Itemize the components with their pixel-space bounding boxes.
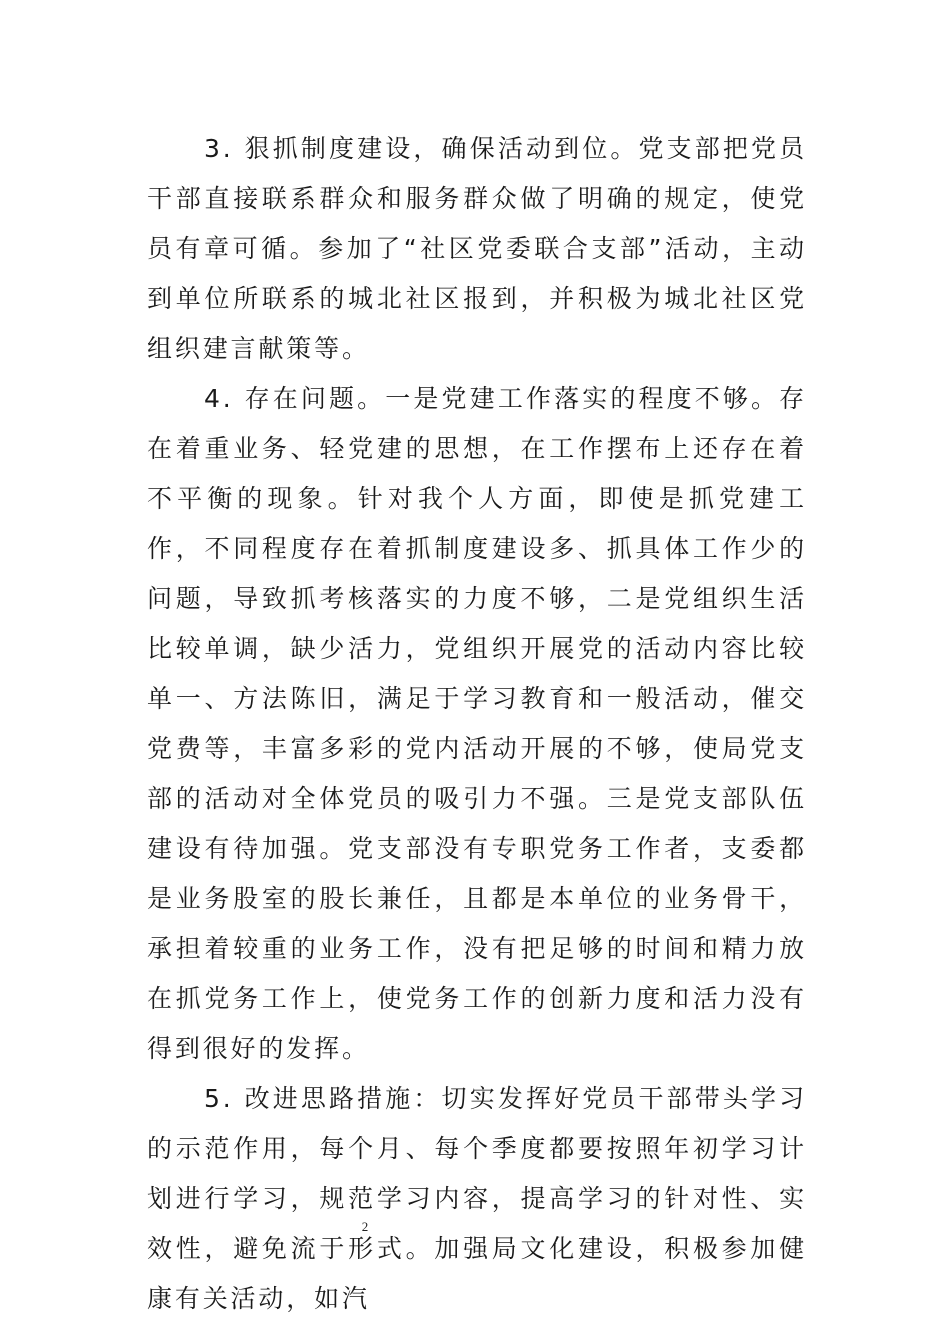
body-text	[147, 124, 807, 1324]
paragraph-5-improvement-measures: 5. 改进思路措施：切实发挥好党员干部带头学习的示范作用，每个月、每个季度都要按照年初学习计划进行学习，规范学习内容，提高学习的针对性、实效性，避免流于形式。加强局文化建设，积极参加健康有关活动，如汽	[147, 1084, 807, 1313]
paragraph-3-system-building: 3. 狠抓制度建设，确保活动到位。党支部把党员干部直接联系群众和服务群众做了明确的规定，使党员有章可循。参加了“社区党委联合支部”活动，主动到单位所联系的城北社区报到，并积极为城北社区党组织建言献策等。	[147, 134, 807, 363]
page-number: 2	[361, 1219, 369, 1234]
paragraph-4-existing-problems: 4. 存在问题。一是党建工作落实的程度不够。存在着重业务、轻党建的思想，在工作摆布上还存在着不平衡的现象。针对我个人方面，即使是抓党建工作，不同程度存在着抓制度建设多、抓具体工作少的问题，导致抓考核落实的力度不够，二是党组织生活比较单调，缺少活力，党组织开展党的活动内容比较单一、方法陈旧，满足于学习教育和一般活动，催交党费等，丰富多彩的党内活动开展的不够，使局党支部的活动对全体党员的吸引力不强。三是党支部队伍建设有待加强。党支部没有专职党务工作者，支委都是业务股室的股长兼任，且都是本单位的业务骨干，承担着较重的业务工作，没有把足够的时间和精力放在抓党务工作上，使党务工作的创新力度和活力没有得到很好的发挥。	[147, 384, 807, 1063]
